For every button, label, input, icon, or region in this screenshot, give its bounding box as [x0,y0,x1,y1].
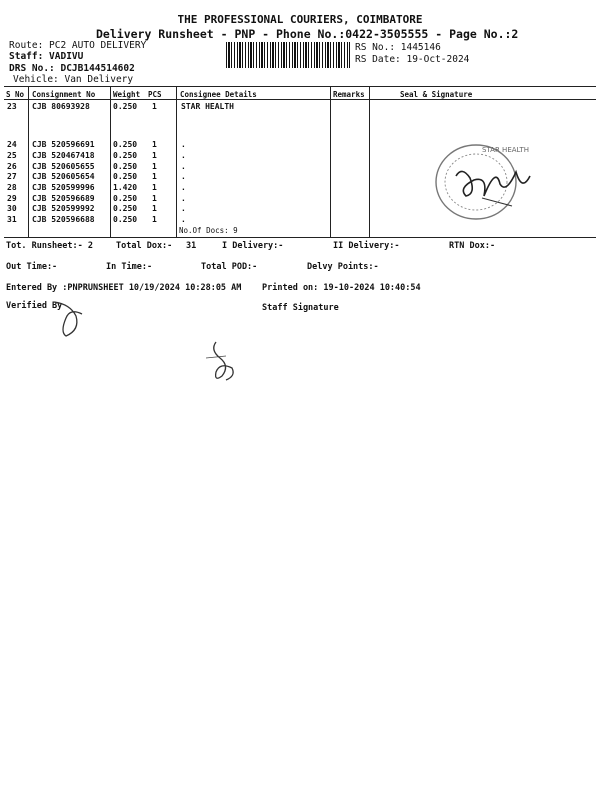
row-consignee: . [181,151,186,160]
row-consignee: . [181,194,186,203]
staff-text: Staff: VADIVU [9,51,84,62]
row-pcs: 1 [152,215,157,224]
row-pcs: 1 [152,183,157,192]
row-weight: 0.250 [113,151,138,160]
row-consignment: CJB 520596691 [32,140,95,149]
row-sno: 28 [7,183,17,192]
row-sno: 31 [7,215,17,224]
table-bottom-line [4,237,596,238]
company-title: THE PROFESSIONAL COURIERS, COIMBATORE [177,13,423,26]
staff-signature-mark [196,336,246,386]
row-consignment: CJB 520467418 [32,151,95,160]
row-consignment: CJB 520596688 [32,215,95,224]
header-seal: Seal & Signature [400,90,473,99]
tot-runsheet: Tot. Runsheet:- 2 [6,241,93,251]
row-consignment: CJB 520605655 [32,162,95,171]
ii-delivery: II Delivery:- [333,241,400,251]
row-pcs: 1 [152,172,157,181]
entered-by: Entered By :PNPRUNSHEET 10/19/2024 10:28:05 AM [6,283,242,293]
no-of-docs: No.Of Docs: 9 [179,226,238,235]
i-delivery: I Delivery:- [222,241,284,251]
row-consignee: . [181,215,186,224]
staff-signature: Staff Signature [262,303,339,313]
row-weight: 0.250 [113,215,138,224]
row-weight: 0.250 [113,194,138,203]
header-consignee: Consignee Details [180,90,257,99]
verified-by: Verified By [6,301,63,311]
vehicle-text: Vehicle: Van Delivery [13,74,134,85]
row-sno: 26 [7,162,17,171]
header-sno: S No [6,90,25,99]
header-consignment: Consignment No [32,90,96,99]
barcode [226,42,350,68]
row-consignment: CJB 520599996 [32,183,95,192]
rs-date: RS Date: 19-Oct-2024 [355,54,470,65]
row-sno: 30 [7,204,17,213]
row-pcs: 1 [152,194,157,203]
header-pcs: PCS [148,90,162,99]
row-weight: 1.420 [113,183,138,192]
col-divider [28,86,29,237]
rs-number: RS No.: 1445146 [355,42,441,53]
row-consignee: STAR HEALTH [181,102,234,111]
header-weight: Weight [113,90,141,99]
col-divider [330,86,331,237]
row-consignment: CJB 520596689 [32,194,95,203]
table-header-line [4,99,596,100]
row-consignee: . [181,183,186,192]
row-consignment: CJB 80693928 [32,102,90,111]
row-sno: 24 [7,140,17,149]
row-consignee: . [181,140,186,149]
row-sno: 23 [7,102,17,111]
row-sno: 27 [7,172,17,181]
col-divider [369,86,370,237]
row-weight: 0.250 [113,162,138,171]
header-remarks: Remarks [333,90,365,99]
delvy-points: Delvy Points:- [307,262,379,272]
row-pcs: 1 [152,162,157,171]
row-sno: 29 [7,194,17,203]
row-pcs: 1 [152,204,157,213]
row-consignee: . [181,162,186,171]
out-time: Out Time:- [6,262,58,272]
col-divider [110,86,111,237]
total-pod: Total POD:- [201,262,258,272]
printed-on: Printed on: 19-10-2024 10:40:54 [262,283,421,293]
row-pcs: 1 [152,102,157,111]
row-weight: 0.250 [113,140,138,149]
row-weight: 0.250 [113,102,138,111]
table-top-line [4,86,596,87]
row-weight: 0.250 [113,172,138,181]
total-dox-label: Total Dox:- [116,241,173,251]
in-time: In Time:- [106,262,153,272]
verifier-signature [40,296,100,342]
row-sno: 25 [7,151,17,160]
drs-number: DRS No.: DCJB144514602 [9,63,135,74]
row-consignee: . [181,172,186,181]
row-consignment: CJB 520605654 [32,172,95,181]
row-pcs: 1 [152,151,157,160]
col-divider [176,86,177,237]
row-consignee: . [181,204,186,213]
route-text: Route: PC2 AUTO DELIVERY [9,40,147,51]
total-dox-value: 31 [186,241,197,251]
seal-stamp [426,136,532,228]
row-pcs: 1 [152,140,157,149]
runsheet-title: Delivery Runsheet - PNP - Phone No.:0422-3505555 - Page No.:2 [96,27,519,41]
stamp-text: STAR HEALTH [482,146,530,154]
row-weight: 0.250 [113,204,138,213]
rtn-dox: RTN Dox:- [449,241,496,251]
row-consignment: CJB 520599992 [32,204,95,213]
